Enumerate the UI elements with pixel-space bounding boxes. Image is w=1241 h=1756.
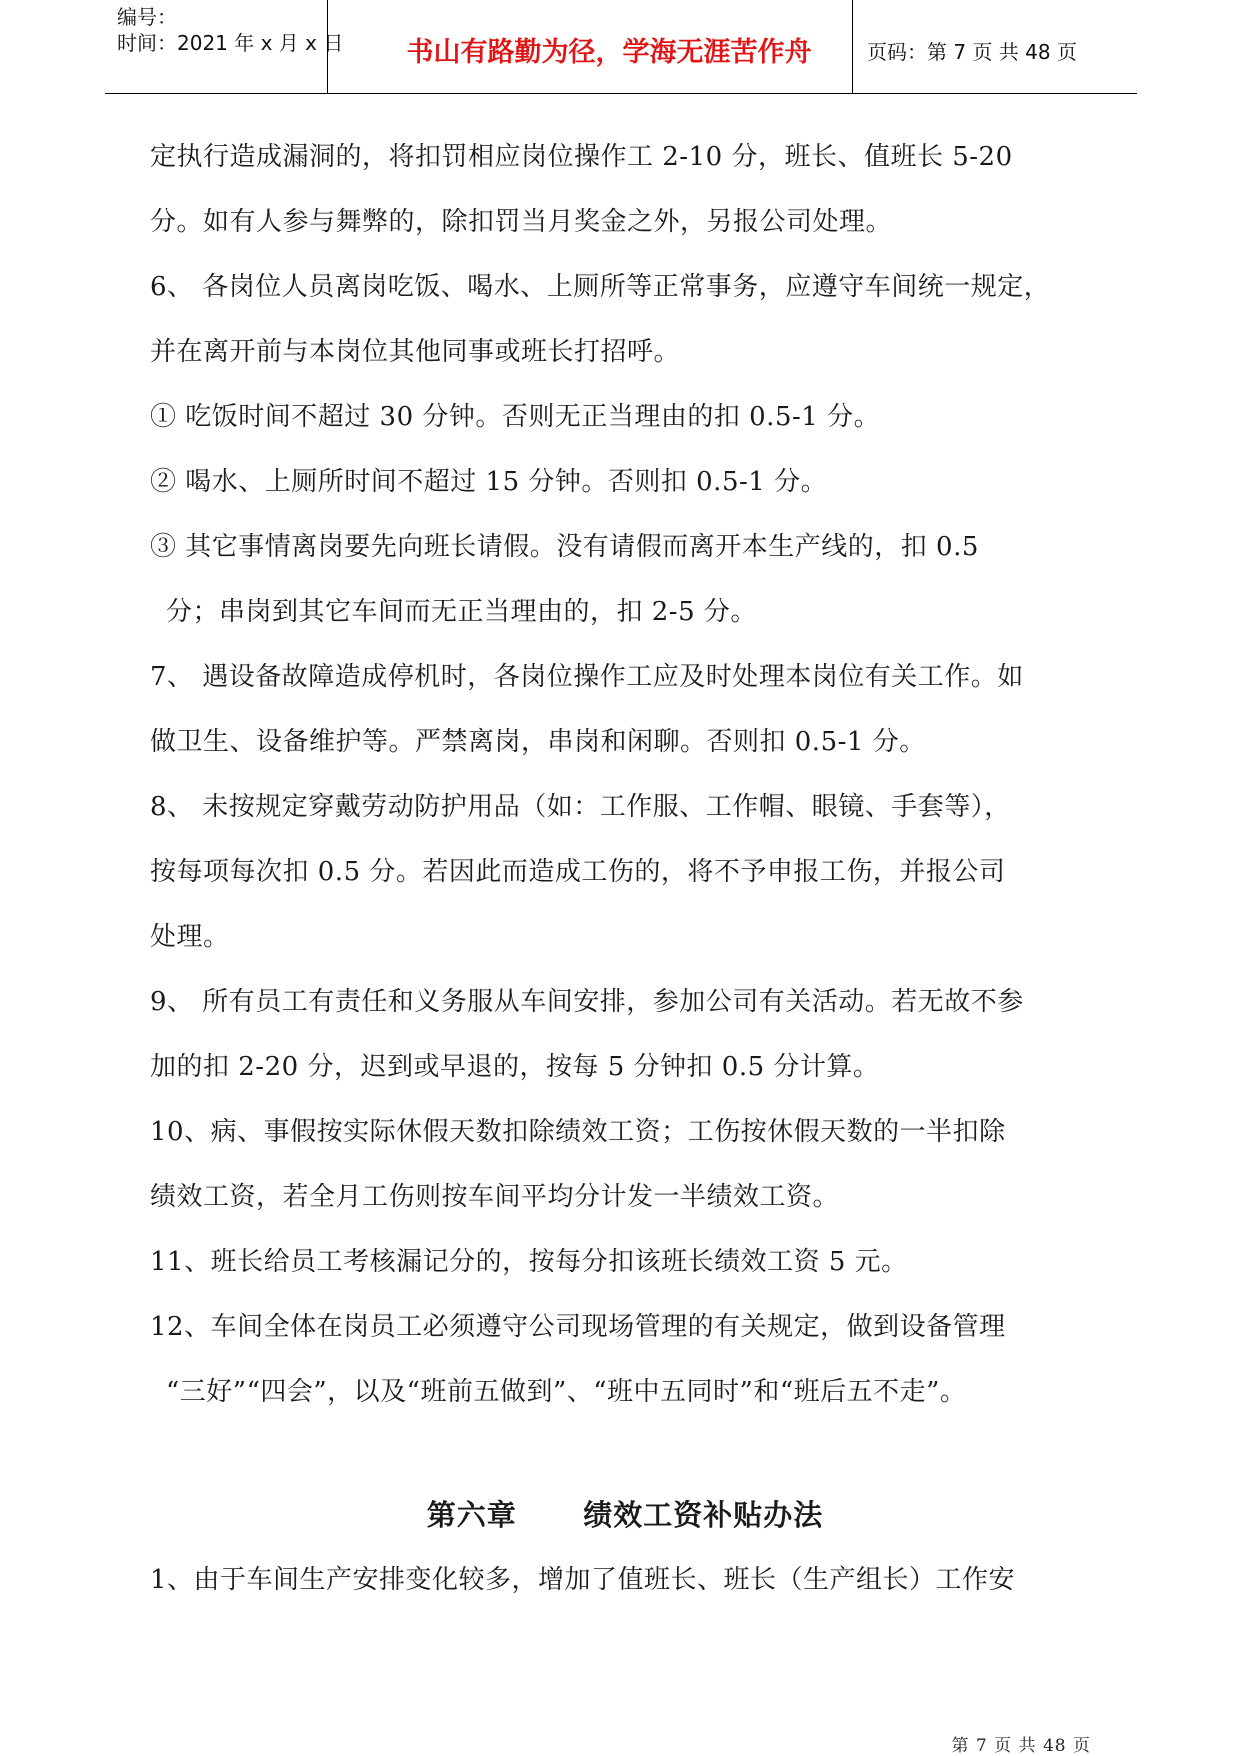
date-label: 时间：2021 年 x 月 x 日 [117,31,344,55]
serial-number-label: 编号： [117,5,177,29]
body-line: 分；串岗到其它车间而无正当理由的，扣 2-5 分。 [166,597,757,627]
body-line: 9、 所有员工有责任和义务服从车间安排，参加公司有关活动。若无故不参 [150,987,1024,1017]
header-page-info: 页码：第 7 页 共 48 页 [867,40,1077,64]
body-line: 做卫生、设备维护等。严禁离岗，串岗和闲聊。否则扣 0.5-1 分。 [150,727,926,757]
page-footer: 第 7 页 共 48 页 [951,1736,1091,1756]
body-line: 并在离开前与本岗位其他同事或班长打招呼。 [150,337,681,367]
body-line: 按每项每次扣 0.5 分。若因此而造成工伤的，将不予申报工伤，并报公司 [150,857,1006,887]
header-divider-left [327,0,328,93]
body-line: 7、 遇设备故障造成停机时，各岗位操作工应及时处理本岗位有关工作。如 [150,662,1024,692]
body-line: “三好”“四会”，以及“班前五做到”、“班中五同时”和“班后五不走”。 [166,1377,967,1407]
body-line: ③ 其它事情离岗要先向班长请假。没有请假而离开本生产线的，扣 0.5 [150,532,979,562]
page-header [105,0,1137,94]
chapter-title: 第六章 绩效工资补贴办法 [426,1498,824,1532]
document-body [150,125,1090,1613]
header-meta [117,4,343,56]
body-line: 处理。 [150,922,230,952]
body-line: 11、班长给员工考核漏记分的，按每分扣该班长绩效工资 5 元。 [150,1247,908,1277]
body-line: 8、 未按规定穿戴劳动防护用品（如：工作服、工作帽、眼镜、手套等）， [150,792,1011,822]
header-motto: 书山有路勤为径，学海无涯苦作舟 [406,37,812,68]
body-line: 加的扣 2-20 分，迟到或早退的，按每 5 分钟扣 0.5 分计算。 [150,1052,880,1082]
header-divider-right [852,0,853,93]
body-line: ② 喝水、上厕所时间不超过 15 分钟。否则扣 0.5-1 分。 [150,467,828,497]
body-line: 12、车间全体在岗员工必须遵守公司现场管理的有关规定，做到设备管理 [150,1312,1006,1342]
body-line: ① 吃饭时间不超过 30 分钟。否则无正当理由的扣 0.5-1 分。 [150,402,881,432]
section-spacer [150,1425,1090,1483]
body-line: 6、 各岗位人员离岗吃饭、喝水、上厕所等正常事务，应遵守车间统一规定， [150,272,1051,302]
body-line: 10、病、事假按实际休假天数扣除绩效工资；工伤按休假天数的一半扣除 [150,1117,1006,1147]
body-line: 定执行造成漏洞的，将扣罚相应岗位操作工 2-10 分，班长、值班长 5-20 [150,142,1013,172]
body-line: 1、由于车间生产安排变化较多，增加了值班长、班长（生产组长）工作安 [150,1565,1016,1595]
body-line: 分。如有人参与舞弊的，除扣罚当月奖金之外，另报公司处理。 [150,207,893,237]
body-line: 绩效工资，若全月工伤则按车间平均分计发一半绩效工资。 [150,1182,840,1212]
